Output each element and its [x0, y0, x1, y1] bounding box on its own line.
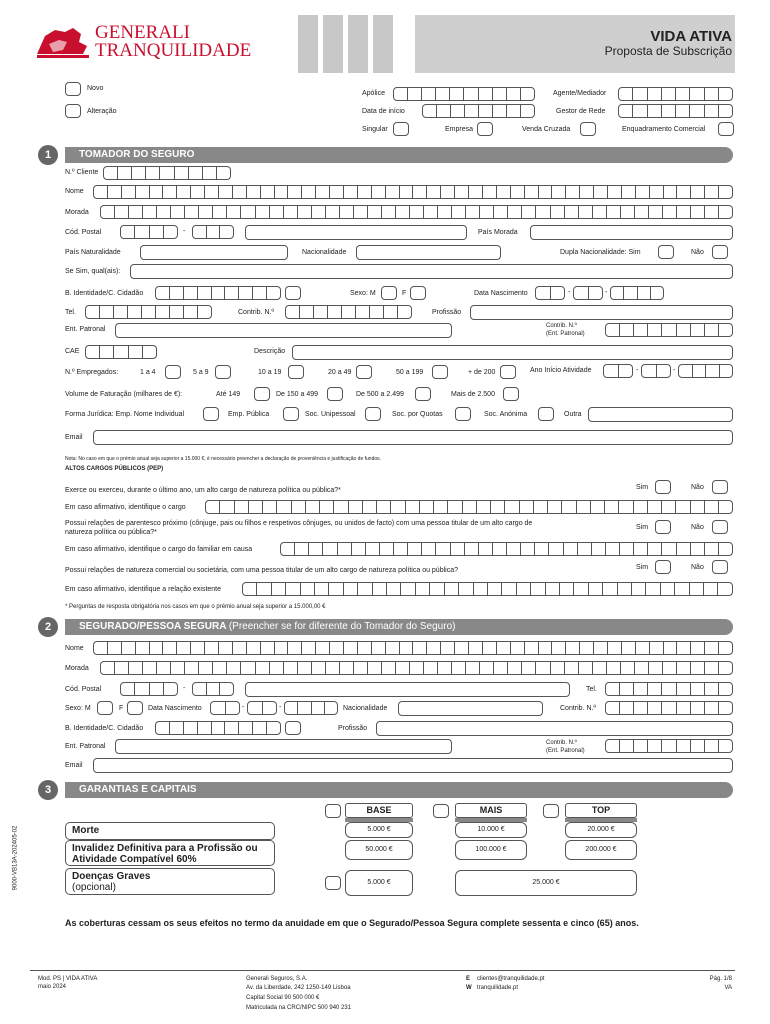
- pep-q2-follow-label: Em caso afirmativo, identifique o cargo do familiar em causa: [65, 546, 253, 553]
- emp-opt-checkbox[interactable]: [500, 365, 516, 379]
- data-nasc-dia[interactable]: [535, 286, 565, 300]
- bi-check-digit[interactable]: [285, 286, 301, 300]
- date-dash: -: [673, 367, 676, 374]
- descricao-label: Descrição: [254, 348, 286, 355]
- ano-inicio-ano[interactable]: [678, 364, 733, 378]
- se-sim-field[interactable]: [130, 264, 733, 279]
- pep-q1-follow-label: Em caso afirmativo, identifique o cargo: [65, 504, 186, 511]
- empresa-label: Empresa: [445, 126, 474, 133]
- emp-opt-label: + de 200: [468, 369, 496, 376]
- venda-cruzada-label: Venda Cruzada: [522, 126, 571, 133]
- fat-opt-checkbox[interactable]: [327, 387, 343, 401]
- emp-opt-checkbox[interactable]: [288, 365, 304, 379]
- cod-postal-ext-field[interactable]: [192, 225, 234, 239]
- pais-naturalidade-field[interactable]: [140, 245, 288, 260]
- coverage-note-text: As coberturas cessam os seus efeitos no termo da anuidade em que o Segurado/Pessoa Segura complete sessenta e cinco (65) anos.: [65, 918, 639, 928]
- section-2-number: 2: [38, 617, 58, 637]
- s2-contrib-ent-field[interactable]: [605, 739, 733, 753]
- s2-ent-patronal-label: Ent. Patronal: [65, 743, 106, 750]
- pep-title: ALTOS CARGOS PÚBLICOS (PEP): [65, 466, 164, 472]
- pep-q1-follow-field[interactable]: [205, 500, 733, 514]
- fat-opt-checkbox[interactable]: [254, 387, 270, 401]
- pep-q3: Possui relações de natureza comercial ou societária, com uma pessoa titular de um alto cargo de natureza política ou pública?: [65, 567, 458, 574]
- pep-q1-nao-checkbox[interactable]: [712, 480, 728, 494]
- section-1-title: TOMADOR DO SEGURO: [79, 149, 195, 160]
- header-stripe: [298, 15, 318, 73]
- enquadramento-label: Enquadramento Comercial: [622, 126, 706, 133]
- nome-field[interactable]: [93, 185, 733, 199]
- s2-data-nasc-mes[interactable]: [247, 701, 277, 715]
- contrib-ent-label: Contrib. N.º: [546, 323, 577, 329]
- dupla-nao-label: Não: [691, 249, 704, 256]
- brand-name-line1: GENERALI: [95, 22, 190, 43]
- cover-morte: [65, 822, 275, 840]
- s2-nome-field[interactable]: [93, 641, 733, 655]
- s2-data-nasc-dia[interactable]: [210, 701, 240, 715]
- fat-opt-checkbox[interactable]: [503, 387, 519, 401]
- emp-opt-label: 50 a 199: [396, 369, 424, 376]
- pep-q2-line1: Possui relações de parentesco próximo (cônjuge, pais ou filhos e respetivos cônjuges, ou unidos de facto) com uma pessoa titular de um alto cargo de: [65, 520, 533, 527]
- s2-cod-postal-dash: -: [183, 685, 186, 692]
- contrib-label: Contrib. N.º: [238, 309, 275, 316]
- ent-patronal-label: Ent. Patronal: [65, 326, 106, 333]
- s2-profissao-label: Profissão: [338, 725, 368, 732]
- data-inicio-label: Data de início: [362, 108, 405, 115]
- footer-company-line: Av. da Liberdade, 242 1250-149 Lisboa: [246, 985, 351, 991]
- s2-cod-postal-label: Cód. Postal: [65, 686, 102, 693]
- s2-sexo-f-checkbox[interactable]: [127, 701, 143, 715]
- dupla-nacionalidade-label: Dupla Nacionalidade: Sim: [560, 249, 641, 256]
- s2-sexo-m-checkbox[interactable]: [97, 701, 113, 715]
- s2-contrib-field[interactable]: [605, 701, 733, 715]
- jur-opt-checkbox[interactable]: [455, 407, 471, 421]
- emp-opt-label: 10 a 19: [258, 369, 282, 376]
- novo-checkbox[interactable]: [65, 82, 81, 96]
- pep-q3-follow-label: Em caso afirmativo, identifique a relação existente: [65, 586, 222, 593]
- s2-nome-label: Nome: [65, 645, 84, 652]
- gestor-field[interactable]: [618, 104, 733, 118]
- plan-top-title: TOP: [565, 803, 637, 818]
- pep-q2-sim-checkbox[interactable]: [655, 520, 671, 534]
- apolice-label: Apólice: [362, 90, 385, 97]
- s2-email-field[interactable]: [93, 758, 733, 773]
- emp-opt-label: 20 a 49: [328, 369, 352, 376]
- s2-localidade-field[interactable]: [245, 682, 570, 697]
- data-nasc-mes[interactable]: [573, 286, 603, 300]
- header-stripe: [348, 15, 368, 73]
- emp-opt-checkbox[interactable]: [165, 365, 181, 379]
- s2-contrib-ent-label: Contrib. N.º: [546, 740, 577, 746]
- date-dash: -: [605, 289, 608, 296]
- fat-opt-checkbox[interactable]: [415, 387, 431, 401]
- descricao-field[interactable]: [292, 345, 733, 360]
- cover-doencas: [65, 868, 275, 895]
- n-cliente-field[interactable]: [103, 166, 231, 180]
- cover-invalidez: [65, 840, 275, 866]
- section-2-title-main: SEGURADO/PESSOA SEGURA: [79, 621, 227, 632]
- s2-email-label: Email: [65, 762, 83, 769]
- apolice-field[interactable]: [393, 87, 535, 101]
- side-code: 9000-VB13A-202405-02: [12, 825, 19, 891]
- base-doencas-value: 5.000 €: [345, 870, 413, 896]
- section-2-bar: [65, 619, 733, 635]
- n-empregados-label: N.º Empregados:: [65, 369, 119, 376]
- emp-opt-checkbox[interactable]: [356, 365, 372, 379]
- contrib-ent-field[interactable]: [605, 323, 733, 337]
- s2-profissao-field[interactable]: [376, 721, 733, 736]
- ano-inicio-mes[interactable]: [641, 364, 671, 378]
- pep-q2-follow-field[interactable]: [280, 542, 733, 556]
- bi-label: B. Identidade/C. Cidadão: [65, 290, 144, 297]
- singular-checkbox[interactable]: [393, 122, 409, 136]
- jur-opt-checkbox[interactable]: [538, 407, 554, 421]
- s2-nacionalidade-field[interactable]: [398, 701, 543, 716]
- nota-text: Nota: No caso em que o prémio anual seja superior a 15.000 €, é necessário preencher a declaração de proveniência e justificação de fundos.: [65, 456, 382, 462]
- sexo-f-label: F: [402, 290, 407, 297]
- cod-postal-field[interactable]: [120, 225, 178, 239]
- s2-bi-label: B. Identidade/C. Cidadão: [65, 725, 144, 732]
- s2-tel-field[interactable]: [605, 682, 733, 696]
- agente-field[interactable]: [618, 87, 733, 101]
- pep-q1-nao-label: Não: [691, 484, 704, 491]
- date-dash: -: [242, 704, 245, 711]
- dupla-nao-checkbox[interactable]: [712, 245, 728, 259]
- brand-logo: [35, 22, 252, 62]
- jur-opt-checkbox[interactable]: [365, 407, 381, 421]
- email-field[interactable]: [93, 430, 733, 445]
- enquadramento-checkbox[interactable]: [718, 122, 734, 136]
- s2-data-nasc-label: Data Nascimento: [148, 705, 202, 712]
- profissao-field[interactable]: [470, 305, 733, 320]
- footer-divider: [30, 970, 735, 971]
- bi-field[interactable]: [155, 286, 281, 300]
- forma-juridica-label: Forma Jurídica: Emp. Nome Individual: [65, 411, 185, 418]
- pais-naturalidade-label: País Naturalidade: [65, 249, 121, 256]
- mais-top-doencas-value: 25.000 €: [455, 870, 637, 896]
- localidade-field[interactable]: [245, 225, 467, 240]
- footer-date: maio 2024: [38, 984, 67, 990]
- footer-mod: Mod. PS | VIDA ATIVA: [38, 976, 98, 982]
- cod-postal-label: Cód. Postal: [65, 229, 102, 236]
- footer-code: VA: [724, 985, 732, 991]
- s2-sexo-f-label: F: [119, 705, 124, 712]
- data-nascimento-label: Data Nascimento: [474, 290, 528, 297]
- pep-q3-follow-field[interactable]: [242, 582, 733, 596]
- date-dash: -: [279, 704, 282, 711]
- footer-web-label: W: [466, 985, 472, 991]
- date-dash: -: [568, 289, 571, 296]
- sexo-m-checkbox[interactable]: [381, 286, 397, 300]
- pep-q3-sim-checkbox[interactable]: [655, 560, 671, 574]
- s2-morada-label: Morada: [65, 665, 89, 672]
- brand-name-line2: TRANQUILIDADE: [95, 40, 252, 61]
- mais-morte-value: 10.000 €: [455, 822, 527, 838]
- section-1-number: 1: [38, 145, 58, 165]
- s2-cod-postal-ext-field[interactable]: [192, 682, 234, 696]
- nacionalidade-label: Nacionalidade: [302, 249, 347, 256]
- section-2-title: [79, 621, 455, 632]
- pais-morada-field[interactable]: [530, 225, 733, 240]
- n-cliente-label: N.º Cliente: [65, 169, 99, 176]
- emp-opt-checkbox[interactable]: [432, 365, 448, 379]
- ano-inicio-dia[interactable]: [603, 364, 633, 378]
- fat-opt-label: De 500 a 2.499: [356, 391, 404, 398]
- pep-q2-nao-checkbox[interactable]: [712, 520, 728, 534]
- tel-label: Tel.: [65, 309, 76, 316]
- s2-tel-label: Tel.: [586, 686, 597, 693]
- s2-contrib-ent-sublabel: (Ent. Patronal): [546, 748, 585, 754]
- jur-opt-label: Outra: [564, 411, 582, 418]
- fat-opt-label: De 150 a 499: [276, 391, 319, 398]
- s2-contrib-label: Contrib. N.º: [560, 705, 597, 712]
- sexo-m-label: Sexo: M: [350, 290, 376, 297]
- lion-icon: [35, 24, 93, 60]
- alteracao-label: Alteração: [87, 108, 117, 115]
- cae-field[interactable]: [85, 345, 157, 359]
- venda-cruzada-checkbox[interactable]: [580, 122, 596, 136]
- data-nasc-ano[interactable]: [610, 286, 664, 300]
- contrib-field[interactable]: [285, 305, 412, 319]
- jur-opt-label: Soc. Anónima: [484, 411, 528, 418]
- ano-inicio-label: Ano Início Atividade: [530, 367, 592, 374]
- jur-opt-checkbox[interactable]: [283, 407, 299, 421]
- dupla-sim-checkbox[interactable]: [658, 245, 674, 259]
- cover-morte-label: Morte: [72, 825, 100, 836]
- pais-morada-label: País Morada: [478, 229, 518, 236]
- pep-q3-sim-label: Sim: [636, 564, 649, 571]
- plan-base-title: BASE: [345, 803, 413, 818]
- sexo-f-checkbox[interactable]: [410, 286, 426, 300]
- coverage-note: [65, 918, 733, 929]
- doencas-checkbox[interactable]: [325, 876, 341, 890]
- footer-company-line: Capital Social 90 500 000 €: [246, 995, 320, 1001]
- cover-doencas-line2: (opcional): [72, 882, 116, 893]
- agente-label: Agente/Mediador: [553, 90, 607, 97]
- footer-company-line: Matriculada na CRC/NIPC 500 940 231: [246, 1005, 352, 1011]
- page-title: VIDA ATIVA: [650, 28, 732, 45]
- s2-bi-check-digit[interactable]: [285, 721, 301, 735]
- top-morte-value: 20.000 €: [565, 822, 637, 838]
- pep-q1-sim-checkbox[interactable]: [655, 480, 671, 494]
- profissao-label: Profissão: [432, 309, 462, 316]
- fat-opt-label: Até 149: [216, 391, 241, 398]
- footer-page: Pág. 1/8: [709, 976, 732, 982]
- s2-data-nasc-ano[interactable]: [284, 701, 338, 715]
- footer-web[interactable]: tranquilidade.pt: [477, 985, 519, 991]
- s2-cod-postal-field[interactable]: [120, 682, 178, 696]
- gestor-label: Gestor de Rede: [556, 108, 606, 115]
- alteracao-checkbox[interactable]: [65, 104, 81, 118]
- pep-q3-nao-label: Não: [691, 564, 704, 571]
- ent-patronal-field[interactable]: [115, 323, 452, 338]
- date-dash: -: [636, 367, 639, 374]
- singular-label: Singular: [362, 126, 388, 133]
- jur-opt-label: Soc. Unipessoal: [305, 411, 356, 418]
- contrib-ent-sublabel: (Ent. Patronal): [546, 331, 585, 337]
- cover-doencas-line1: Doenças Graves: [72, 871, 151, 882]
- novo-label: Novo: [87, 85, 104, 92]
- emp-opt-checkbox[interactable]: [215, 365, 231, 379]
- mais-invalidez-value: 100.000 €: [455, 840, 527, 860]
- plan-mais-title: MAIS: [455, 803, 527, 818]
- jur-opt-checkbox[interactable]: [203, 407, 219, 421]
- nome-label: Nome: [65, 188, 84, 195]
- top-invalidez-value: 200.000 €: [565, 840, 637, 860]
- nacionalidade-field[interactable]: [356, 245, 501, 260]
- email-label: Email: [65, 434, 83, 441]
- se-sim-label: Se Sim, qual(ais):: [65, 268, 121, 275]
- plan-top-checkbox[interactable]: [543, 804, 559, 818]
- page-subtitle: Proposta de Subscrição: [604, 44, 732, 58]
- plan-base-checkbox[interactable]: [325, 804, 341, 818]
- volume-faturacao-label: Volume de Faturação (milhares de €):: [65, 391, 183, 398]
- s2-sexo-m-label: Sexo: M: [65, 705, 91, 712]
- cae-label: CAE: [65, 348, 80, 355]
- pep-q1-sim-label: Sim: [636, 484, 649, 491]
- emp-opt-label: 5 a 9: [193, 369, 209, 376]
- base-invalidez-value: 50.000 €: [345, 840, 413, 860]
- header-stripe: [373, 15, 393, 73]
- fat-opt-label: Mais de 2.500: [451, 391, 495, 398]
- jur-opt-label: Emp. Pública: [228, 411, 270, 418]
- pep-q1: Exerce ou exerceu, durante o último ano, um alto cargo de natureza política ou pública?*: [65, 487, 341, 494]
- tel-field[interactable]: [85, 305, 212, 319]
- pep-q2-sim-label: Sim: [636, 524, 649, 531]
- cod-postal-dash: -: [183, 228, 186, 235]
- s2-morada-field[interactable]: [100, 661, 733, 675]
- pep-q2-line2: natureza política ou pública?*: [65, 529, 157, 536]
- data-inicio-field[interactable]: [422, 104, 535, 118]
- cover-invalidez-line2: Atividade Compatível 60%: [72, 854, 197, 865]
- cover-invalidez-line1: Invalidez Definitiva para a Profissão ou: [72, 843, 258, 854]
- emp-opt-label: 1 a 4: [140, 369, 156, 376]
- footer-email[interactable]: clientes@tranquilidade.pt: [477, 976, 545, 982]
- section-3-title: GARANTIAS E CAPITAIS: [79, 784, 197, 795]
- header-stripe: [323, 15, 343, 73]
- outra-field[interactable]: [588, 407, 733, 422]
- morada-field[interactable]: [100, 205, 733, 219]
- pep-footnote: * Perguntas de resposta obrigatória nos casos em que o prémio anual seja superior a 15.000,00 €: [65, 604, 326, 610]
- section-2-title-note: (Preencher se for diferente do Tomador do Seguro): [228, 621, 456, 632]
- section-3-number: 3: [38, 780, 58, 800]
- pep-q2-nao-label: Não: [691, 524, 704, 531]
- section-3-bar: [65, 782, 733, 798]
- jur-opt-label: Soc. por Quotas: [392, 411, 443, 418]
- s2-ent-patronal-field[interactable]: [115, 739, 452, 754]
- footer-company-line: Generali Seguros, S.A.: [246, 976, 308, 982]
- plan-mais-checkbox[interactable]: [433, 804, 449, 818]
- empresa-checkbox[interactable]: [477, 122, 493, 136]
- footer-email-label: E: [466, 976, 471, 982]
- morada-label: Morada: [65, 209, 89, 216]
- s2-nacionalidade-label: Nacionalidade: [343, 705, 388, 712]
- base-morte-value: 5.000 €: [345, 822, 413, 838]
- section-1-bar: [65, 147, 733, 163]
- s2-bi-field[interactable]: [155, 721, 281, 735]
- pep-q3-nao-checkbox[interactable]: [712, 560, 728, 574]
